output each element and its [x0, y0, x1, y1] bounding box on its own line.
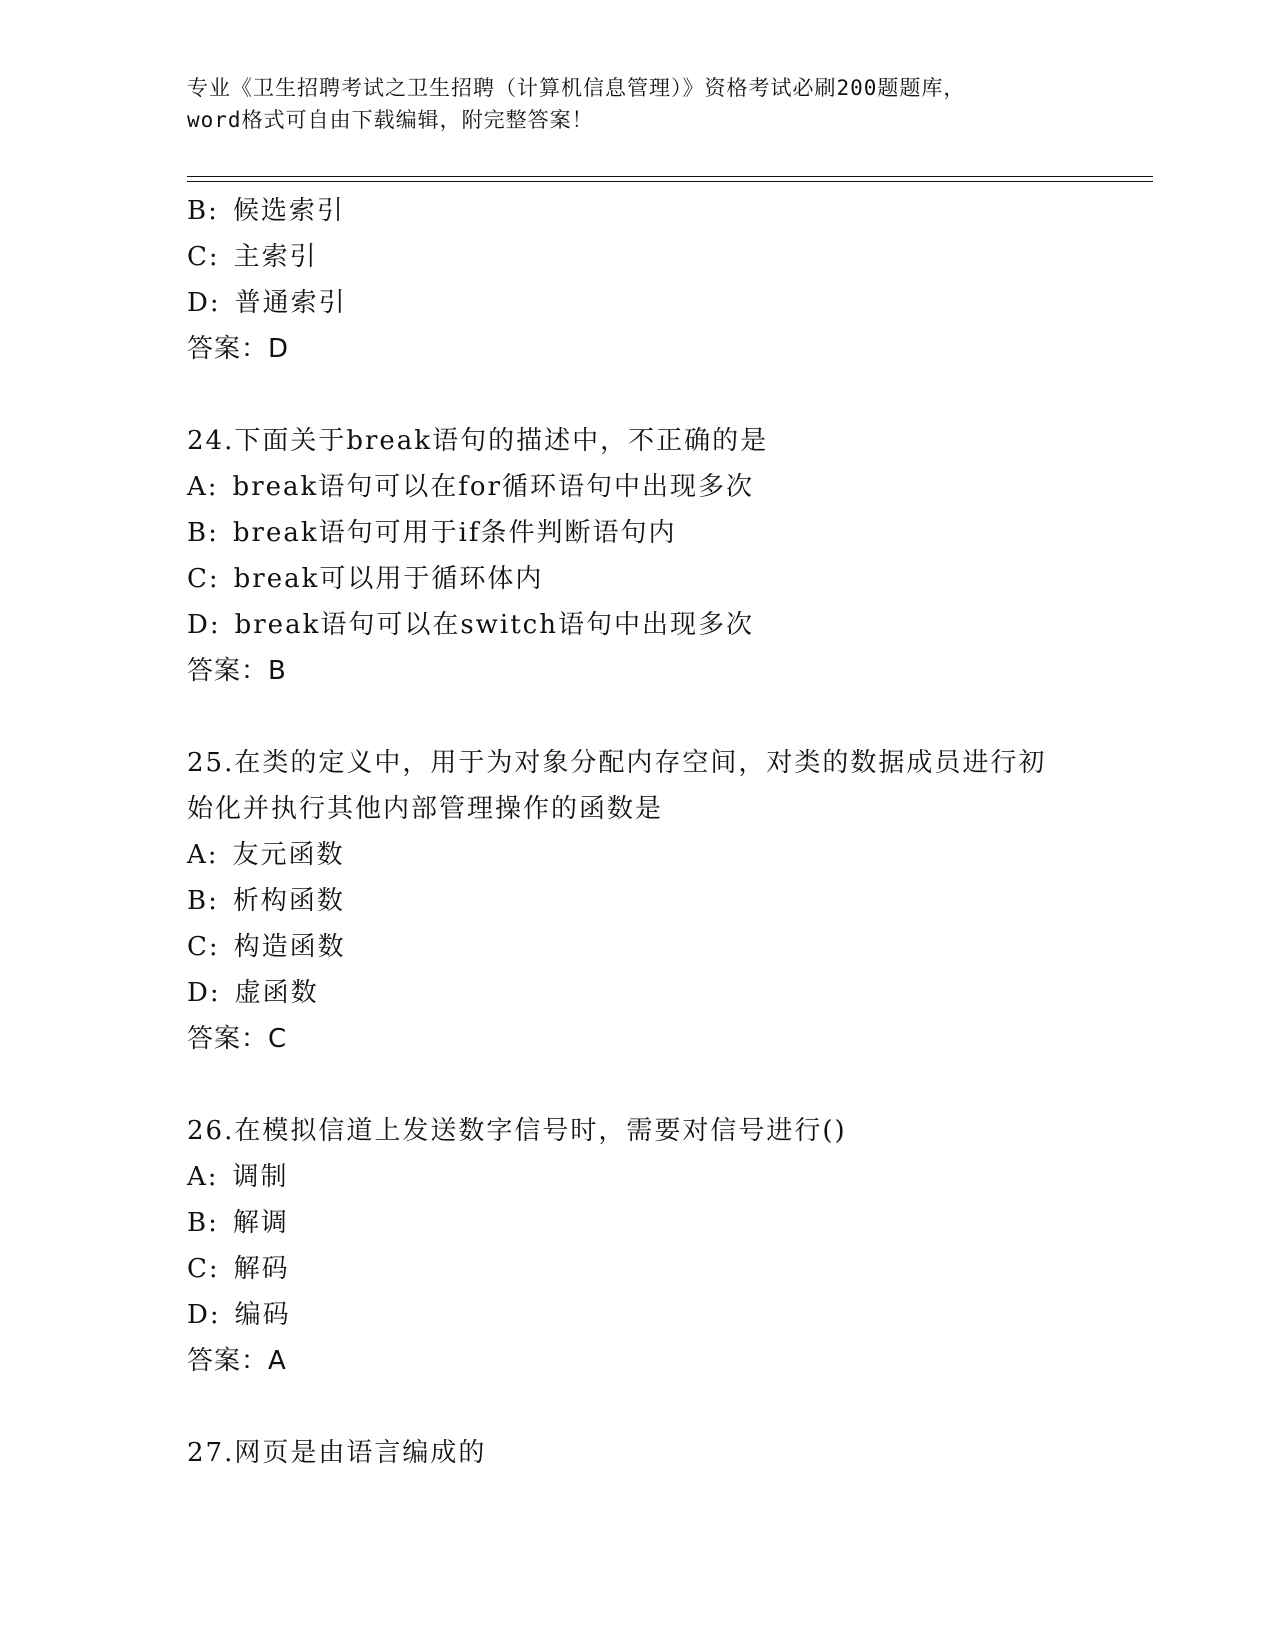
header-title-line-1: 专业《卫生招聘考试之卫生招聘（计算机信息管理）》资格考试必刷200题题库， [187, 76, 966, 100]
question-stem: 27.网页是由语言编成的 [187, 1438, 487, 1468]
option-c: C: break可以用于循环体内 [187, 564, 544, 594]
question-27 [187, 1430, 1137, 1476]
question-24 [187, 418, 1137, 694]
question-stem: 24.下面关于break语句的描述中，不正确的是 [187, 426, 769, 456]
option-d: D: 虚函数 [187, 978, 319, 1008]
question-25 [187, 740, 1137, 1062]
question-stem-line-2: 始化并执行其他内部管理操作的函数是 [187, 794, 664, 824]
option-b: B: 候选索引 [187, 196, 345, 226]
option-b: B: 解调 [187, 1208, 289, 1238]
header-title-line-2: word格式可自由下载编辑，附完整答案！ [187, 108, 594, 132]
option-c: C: 构造函数 [187, 932, 346, 962]
option-b: B: 析构函数 [187, 886, 345, 916]
option-a: A: break语句可以在for循环语句中出现多次 [187, 472, 754, 502]
header-divider-bottom [187, 181, 1153, 182]
option-d: D: break语句可以在switch语句中出现多次 [187, 610, 754, 640]
question-stem: 26.在模拟信道上发送数字信号时，需要对信号进行() [187, 1116, 847, 1146]
answer-text: 答案：B [187, 656, 287, 686]
option-d: D: 普通索引 [187, 288, 347, 318]
question-26 [187, 1108, 1137, 1384]
question-stem-line-1: 25.在类的定义中，用于为对象分配内存空间，对类的数据成员进行初 [187, 748, 1047, 778]
option-c: C: 主索引 [187, 242, 318, 272]
option-d: D: 编码 [187, 1300, 291, 1330]
header-divider-top [187, 176, 1153, 177]
option-a: A: 友元函数 [187, 840, 345, 870]
question-list [187, 188, 1137, 1476]
option-a: A: 调制 [187, 1162, 289, 1192]
answer-text: 答案：D [187, 334, 290, 364]
question-23-continuation [187, 188, 1137, 372]
option-b: B: break语句可用于if条件判断语句内 [187, 518, 677, 548]
document-header [187, 72, 1087, 136]
option-c: C: 解码 [187, 1254, 290, 1284]
answer-text: 答案：A [187, 1346, 287, 1376]
answer-text: 答案：C [187, 1024, 288, 1054]
